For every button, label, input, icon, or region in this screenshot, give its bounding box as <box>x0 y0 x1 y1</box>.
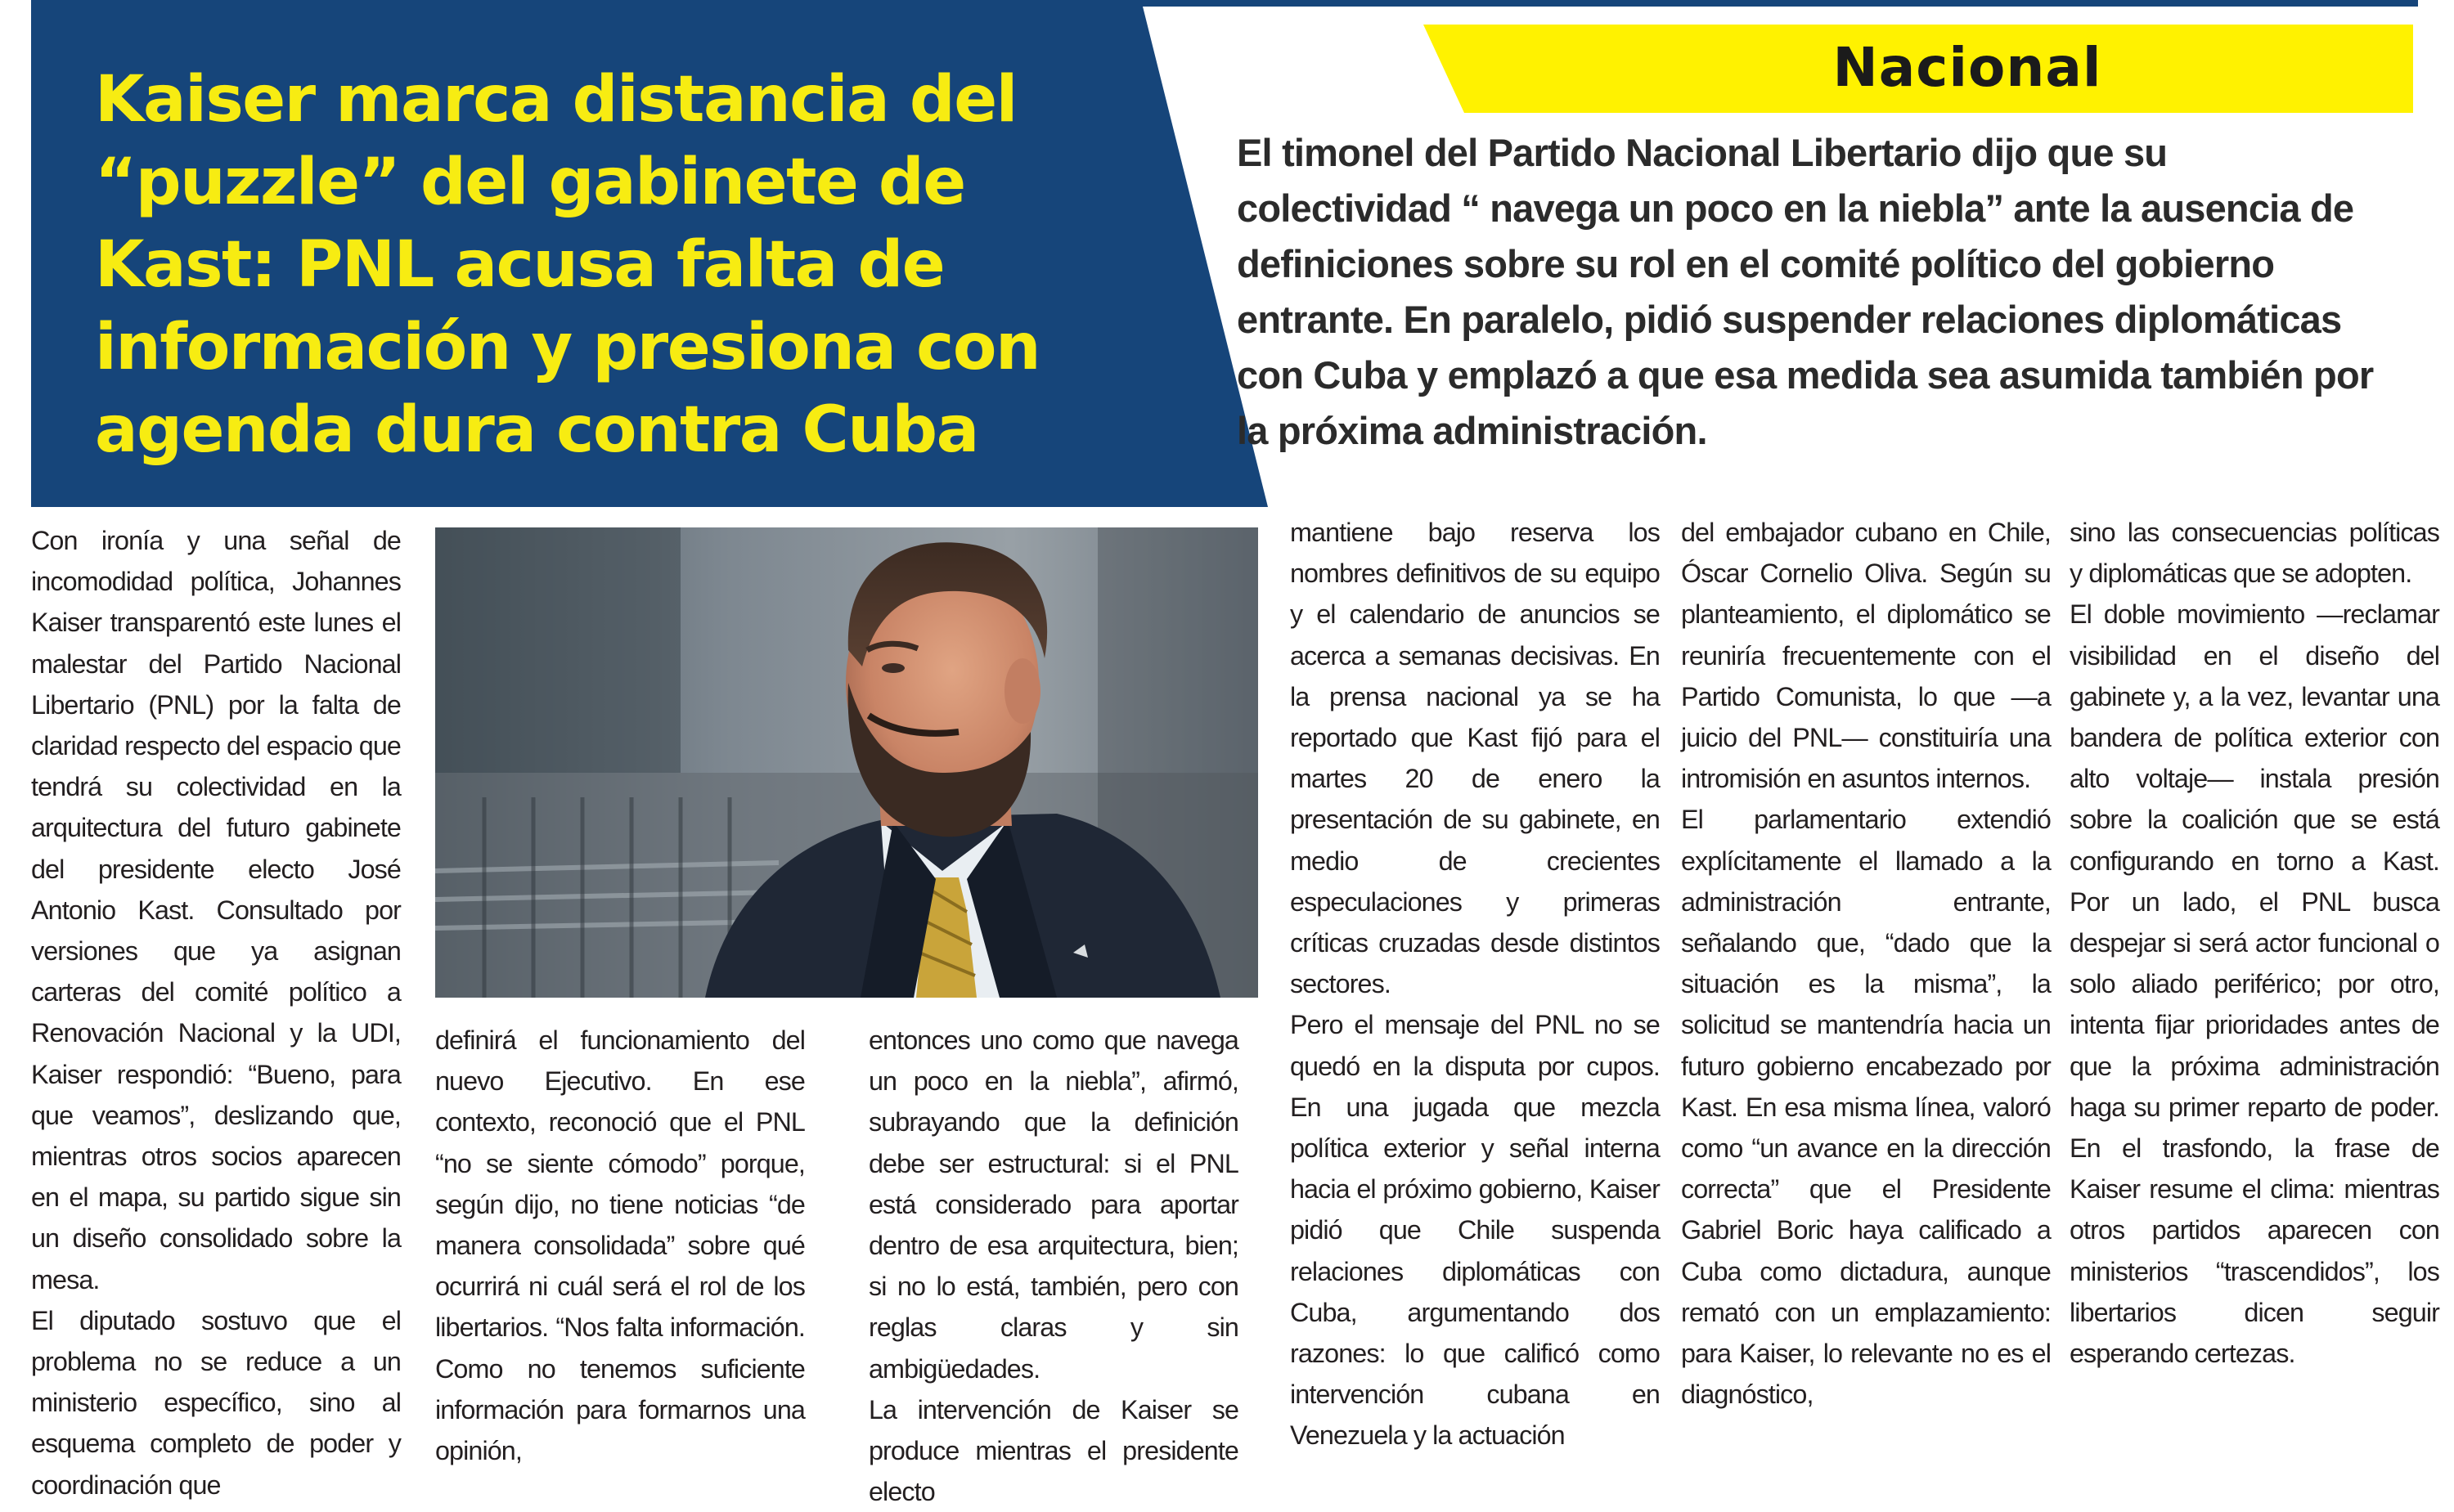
paragraph: definirá el funcionamiento del nuevo Ejecutivo. En ese contexto, reconoció que el PNL “no se siente cómodo” porque, según dijo, no tiene noticias “de manera consolidada” sobre qué ocurrirá ni cuál será el rol de los libertarios. “Nos falta información. Como no tenemos suficiente información para formarnos una opinión, <box>435 1025 805 1466</box>
paragraph: La intervención de Kaiser se produce mientras el presidente electo <box>869 1394 1238 1507</box>
article-column-1 <box>31 520 401 1505</box>
paragraph: mantiene bajo reserva los nombres definitivos de su equipo y el calendario de anuncios se acerca a semanas decisivas. En la prensa nacional ya se ha reportado que Kast fijó para el martes 20 de enero la presentación de su gabinete, en medio de crecientes especulaciones y primeras críticas cruzadas desde distintos sectores. <box>1290 518 1660 999</box>
photo-illustration <box>435 527 1258 998</box>
headline: Kaiser marca distancia del “puzzle” del gabinete de Kast: PNL acusa falta de información y presiona con agenda dura contra Cuba <box>95 63 1040 467</box>
paragraph: sino las consecuencias políticas y diplomáticas que se adopten. <box>2070 518 2439 589</box>
headline-panel <box>0 0 1276 507</box>
article-column-4 <box>1290 512 1660 1456</box>
article-column-6 <box>2070 512 2439 1374</box>
paragraph: del embajador cubano en Chile, Óscar Cornelio Oliva. Según su planteamiento, el diplomático se reuniría frecuentemente con el Partido Comunista, lo que —a juicio del PNL— constituiría una intromisión en asuntos internos. <box>1681 518 2051 794</box>
article-column-5 <box>1681 512 2051 1415</box>
section-banner <box>1423 25 2413 113</box>
article-column-2 <box>435 1020 805 1471</box>
article-photo <box>435 527 1258 998</box>
paragraph: El parlamentario extendió explícitamente el llamado a la administración entrante, señalando que, “dado que la situación es la misma”, la solicitud se mantendría hacia un futuro gobierno encabezado por Kast. En esa misma línea, valoró como “un avance en la dirección correcta” que el Presidente Gabriel Boric haya calificado a Cuba como dictadura, aunque remató con un emplazamiento: para Kaiser, lo relevante no es el diagnóstico, <box>1681 805 2051 1410</box>
section-label: Nacional <box>1832 36 2102 99</box>
article-column-3 <box>869 1020 1238 1512</box>
paragraph: El diputado sostuvo que el problema no se reduce a un ministerio específico, sino al esquema completo de poder y coordinación que <box>31 1305 401 1500</box>
paragraph: Con ironía y una señal de incomodidad política, Johannes Kaiser transparentó este lunes el malestar del Partido Nacional Libertario (PNL) por la falta de claridad respecto del espacio que tendrá su colectividad en la arquitectura del futuro gabinete del presidente electo José Antonio Kast. Consultado por versiones que ya asignan carteras del comité político a Renovación Nacional y la UDI, Kaiser respondió: “Bueno, para que veamos”, deslizando que, mientras otros socios aparecen en el mapa, su partido sigue sin un diseño consolidado sobre la mesa. <box>31 526 401 1294</box>
paragraph: El doble movimiento —reclamar visibilidad en el diseño del gabinete y, a la vez, levantar una bandera de política exterior con alto voltaje— instala presión sobre la coalición que se está configurando en torno a Kast. Por un lado, el PNL busca despejar si será actor funcional o solo aliado periférico; por otro, intenta fijar prioridades antes de que la próxima administración haga su primer reparto de poder. En el trasfondo, la frase de Kaiser resume el clima: mientras otros partidos aparecen con ministerios “trascendidos”, los libertarios dicen seguir esperando certezas. <box>2070 599 2439 1369</box>
paragraph: Pero el mensaje del PNL no se quedó en la disputa por cupos. En una jugada que mezcla política exterior y señal interna hacia el próximo gobierno, Kaiser pidió que Chile suspenda relaciones diplomáticas con Cuba, argumentando dos razones: lo que calificó como intervención cubana en Venezuela y la actuación <box>1290 1010 1660 1451</box>
paragraph: entonces uno como que navega un poco en la niebla”, afirmó, subrayando que la definición debe ser estructural: si el PNL está considerado para aportar dentro de esa arquitectura, bien; si no lo está, también, pero con reglas claras y sin ambigüedades. <box>869 1025 1238 1384</box>
lede: El timonel del Partido Nacional Libertario dijo que su colectividad “ navega un poco en la niebla” ante la ausencia de definiciones sobre su rol en el comité político del gobierno entrante. En paralelo, pidió suspender relaciones diplomáticas con Cuba y emplazó a que esa medida sea asumida también por la próxima administración. <box>1237 131 2374 452</box>
